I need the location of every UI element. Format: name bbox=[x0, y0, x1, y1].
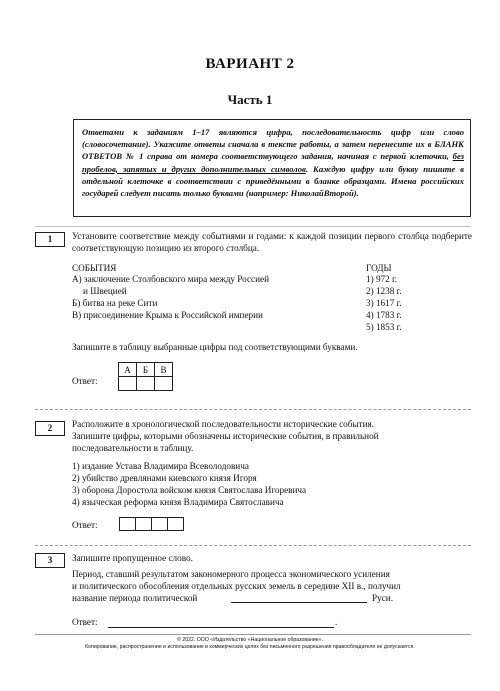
q2-answer-cells bbox=[119, 517, 183, 531]
q3-text-line-2: и политического обособления отдельных русских земель в середине XII в., получил bbox=[72, 581, 401, 591]
q3-instruction: Запишите пропущенное слово. bbox=[72, 553, 193, 563]
q2-answer-cell[interactable] bbox=[119, 517, 136, 531]
q1-event-b: Б) битва на реке Сити bbox=[72, 298, 158, 308]
footer-copyright: © 2022. ООО «Издательство «Национальное образование». bbox=[177, 637, 323, 643]
q3-answer-period: . bbox=[335, 617, 338, 627]
q2-answer-cell[interactable] bbox=[151, 517, 168, 531]
q1-letter-c: В bbox=[155, 363, 173, 377]
q1-answer-cell[interactable] bbox=[155, 377, 173, 391]
q2-item-3: 3) оборона Доростола войском князя Святослава Игоревича bbox=[72, 485, 307, 495]
q3-answer-label: Ответ: bbox=[72, 617, 98, 627]
q1-answer-cell[interactable] bbox=[119, 377, 137, 391]
q3-text-line-3-end: Руси. bbox=[372, 593, 393, 603]
divider bbox=[35, 226, 471, 227]
q2-item-2: 2) убийство древлянами киевского князя Игоря bbox=[72, 473, 257, 483]
q2-text-line-1: Расположите в хронологической последовательности исторические события. bbox=[72, 419, 375, 429]
q1-text: Установите соответствие между событиями и годами: к каждой позиции первого столбца подберите соответствующую позицию из второго столбца. bbox=[72, 231, 472, 253]
part-title: Часть 1 bbox=[227, 92, 273, 107]
q2-answer-cell[interactable] bbox=[167, 517, 184, 531]
instructions-underlined: без пробелов, запятых и других дополнительных символов bbox=[82, 151, 464, 174]
q1-year-4: 4) 1783 г. bbox=[366, 310, 402, 320]
q1-year-1: 1) 972 г. bbox=[366, 274, 398, 284]
q1-letter-a: А bbox=[119, 363, 137, 377]
q1-col-events-header: СОБЫТИЯ bbox=[72, 263, 117, 273]
q3-answer-line[interactable] bbox=[108, 616, 334, 628]
instructions-box bbox=[73, 119, 471, 217]
q1-year-2: 2) 1238 г. bbox=[366, 286, 402, 296]
divider bbox=[35, 409, 471, 410]
q1-event-a: А) заключение Столбовского мира между Россией bbox=[72, 274, 270, 284]
q1-answer-table bbox=[118, 362, 173, 391]
q1-answer-cell[interactable] bbox=[137, 377, 155, 391]
footer-divider bbox=[35, 634, 471, 635]
q2-item-1: 1) издание Устава Владимира Всеволодовича bbox=[72, 461, 249, 471]
q1-col-years-header: ГОДЫ bbox=[366, 263, 392, 273]
variant-title: ВАРИАНТ 2 bbox=[205, 56, 295, 72]
question-number-3: 3 bbox=[35, 553, 65, 568]
q2-text-line-2: Запишите цифры, которыми обозначены исторические события, в правильной bbox=[72, 431, 379, 441]
instructions-text-1: Ответами к заданиям 1–17 являются цифра, последовательность цифр или слово (словосочетание). Укажите ответы сначала в тексте работы, а затем перенесите их в БЛАНК ОТВЕТОВ № 1 справа от номера соответствующего задания, начиная с первой клеточки, bbox=[82, 127, 464, 162]
q1-write-instruction: Запишите в таблицу выбранные цифры под соответствующими буквами. bbox=[72, 342, 358, 352]
q1-answer-label: Ответ: bbox=[72, 376, 98, 386]
question-number-1: 1 bbox=[35, 232, 65, 247]
q2-text-line-3: последовательности в таблицу. bbox=[72, 443, 194, 453]
q1-year-3: 3) 1617 г. bbox=[366, 298, 402, 308]
q1-year-5: 5) 1853 г. bbox=[366, 322, 402, 332]
q1-event-c: В) присоединение Крыма к Российской империи bbox=[72, 310, 263, 320]
divider bbox=[35, 545, 471, 546]
q3-text-line-3: название периода политической bbox=[72, 593, 198, 603]
q2-answer-label: Ответ: bbox=[72, 520, 98, 530]
instructions-text-2: . Каждую цифру или букву пишите в отдельной клеточке в соответствии с приведёнными в бланке образцами. Имена российских государей следует писать только буквами (например: НиколайВторой). bbox=[82, 163, 464, 199]
q1-event-a-cont: и Швецией bbox=[83, 286, 127, 296]
q2-item-4: 4) языческая реформа князя Владимира Святославича bbox=[72, 497, 284, 507]
q3-inline-blank[interactable] bbox=[231, 591, 367, 603]
q1-letter-b: Б bbox=[137, 363, 155, 377]
q2-answer-cell[interactable] bbox=[135, 517, 152, 531]
question-number-2: 2 bbox=[35, 421, 65, 436]
q3-text-line-1: Период, ставший результатом закономерного процесса экономического усиления bbox=[72, 569, 390, 579]
footer-notice: Копирование, распространение и использование в коммерческих целях без письменного разрешения правообладателя не допускается. bbox=[85, 644, 415, 650]
